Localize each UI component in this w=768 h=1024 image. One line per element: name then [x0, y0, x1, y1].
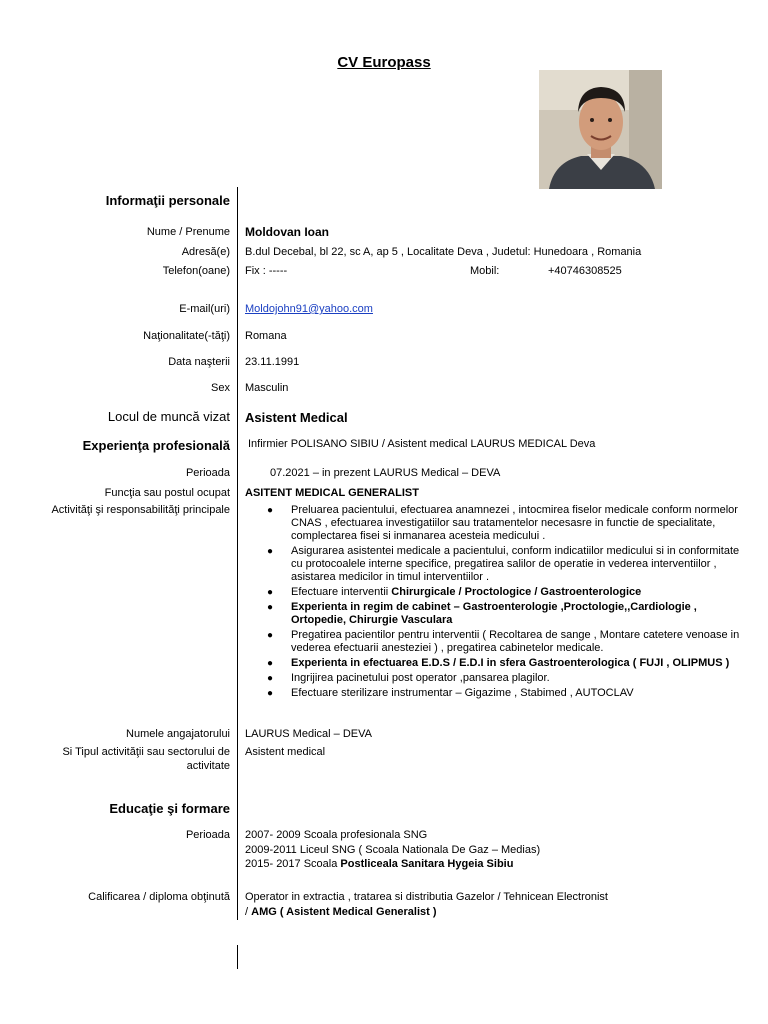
name-label: Nume / Prenume	[146, 226, 230, 238]
experience-period-label: Perioada	[185, 467, 230, 479]
experience-summary: Infirmier POLISANO SIBIU / Asistent medical LAURUS MEDICAL Deva	[248, 438, 596, 450]
section-personal-info: Informaţii personale	[105, 193, 230, 208]
employer-value: LAURUS Medical – DEVA	[245, 728, 372, 740]
activity-text: Pregatirea pacientilor pentru interventii ( Recoltarea de sange , Montare catetere venoase in vederea efectuarii anesteziei ) , pregatirea cabinetelor medicale.	[291, 629, 740, 654]
portrait-image	[539, 70, 662, 189]
sex-label: Sex	[211, 382, 230, 394]
activities-label: Activităţi şi responsabilităţi principale	[51, 504, 230, 516]
sex-value: Masculin	[245, 382, 289, 394]
qualification-line2-bold: AMG ( Asistent Medical Generalist )	[251, 906, 437, 918]
bullet-icon: ●	[267, 505, 274, 516]
sector-value: Asistent medical	[245, 746, 326, 758]
list-item	[245, 545, 745, 584]
mobile-value: +40746308525	[548, 265, 622, 277]
birthdate-label: Data naşterii	[168, 356, 230, 368]
role-label: Funcţia sau postul ocupat	[104, 487, 230, 499]
education-line3	[245, 858, 513, 871]
list-item	[245, 504, 745, 543]
bullet-icon: ●	[267, 688, 274, 699]
birthdate-value: 23.11.1991	[245, 356, 300, 368]
role-value: ASITENT MEDICAL GENERALIST	[245, 487, 419, 499]
activity-bold-text: Chirurgicale / Proctologice / Gastroenterologice	[391, 586, 642, 598]
education-line1: 2007- 2009 Scoala profesionala SNG	[245, 829, 428, 841]
bullet-icon: ●	[267, 658, 274, 669]
activity-text: Preluarea pacientului, efectuarea anamnezei , intocmirea fiselor medicale conform normelor CNAS , efectuarea investigatiilor sau tratamentelor necesasre in functie de specialitate, complectarea fisei si inmanarea acesteia medicului .	[291, 504, 738, 542]
nationality-label: Naţionalitate(-tăţi)	[143, 330, 230, 342]
address-label: Adresă(e)	[181, 246, 230, 258]
section-experience: Experienţa profesională	[82, 438, 230, 453]
address-value: B.dul Decebal, bl 22, sc A, ap 5 , Localitate Deva , Judetul: Hunedoara , Romania	[245, 246, 642, 258]
bullet-icon: ●	[267, 630, 274, 641]
column-divider	[237, 187, 238, 920]
education-line2: 2009-2011 Liceul SNG ( Scoala Nationala De Gaz – Medias)	[245, 844, 541, 856]
education-line3-school: Postliceala Sanitara Hygeia Sibiu	[340, 858, 514, 870]
cv-title: CV Europass	[337, 54, 431, 71]
job-target-value: Asistent Medical	[245, 410, 348, 425]
email-link[interactable]: Moldojohn91@yahoo.com	[245, 303, 373, 315]
qualification-label: Calificarea / diploma obţinută	[88, 891, 230, 903]
footer-divider	[237, 945, 238, 969]
activities-list	[245, 504, 745, 702]
name-value: Moldovan Ioan	[245, 225, 329, 239]
bullet-icon: ●	[267, 673, 274, 684]
qualification-line1: Operator in extractia , tratarea si distributia Gazelor / Tehnicean Electronist	[245, 891, 608, 903]
education-line3-prefix: 2015- 2017 Scoala	[245, 858, 341, 870]
activity-text: Experienta in regim de cabinet – Gastroenterologie ,Proctologie,,Cardiologie , Ortopedie, Chirurgie Vasculara	[291, 601, 697, 626]
sector-label-line2: activitate	[186, 760, 230, 772]
bullet-icon: ●	[267, 546, 274, 557]
activity-text: Efectuare sterilizare instrumentar – Gigazime , Stabimed , AUTOCLAV	[291, 687, 634, 699]
employer-label: Numele angajatorului	[126, 728, 230, 740]
email-label: E-mail(uri)	[179, 303, 230, 315]
bullet-icon: ●	[267, 587, 274, 598]
phone-label: Telefon(oane)	[162, 265, 230, 277]
activity-text: Efectuare interventii	[291, 586, 392, 598]
list-item	[245, 586, 745, 599]
bullet-icon: ●	[267, 602, 274, 613]
sector-label-line1: Si Tipul activităţii sau sectorului de	[62, 746, 230, 758]
qualification-line2-prefix: /	[245, 906, 252, 918]
activity-text: Ingrijirea pacinetului post operator ,pansarea plagilor.	[291, 672, 550, 684]
activity-text: Asigurarea asistentei medicale a pacientului, conform indicatiilor medicului si in conformitate cu protocoalele interne specifice, pregatirea salilor de operatie in vederea interventiilor , asistarea medicilor in timul interventiilor .	[291, 545, 740, 583]
phone-fix-value: Fix : -----	[245, 265, 288, 277]
list-item	[245, 657, 745, 670]
nationality-value: Romana	[245, 330, 287, 342]
activity-text: Experienta in efectuarea E.D.S / E.D.I in sfera Gastroenterologica ( FUJI , OLIPMUS )	[291, 657, 730, 669]
section-education: Educaţie şi formare	[109, 801, 230, 816]
list-item	[245, 687, 745, 700]
experience-period-value: 07.2021 – in prezent LAURUS Medical – DEVA	[270, 467, 501, 479]
qualification-line2	[245, 906, 437, 919]
job-target-label: Locul de muncă vizat	[107, 409, 230, 424]
profile-photo	[539, 70, 662, 189]
list-item	[245, 601, 745, 627]
education-period-label: Perioada	[185, 829, 230, 841]
list-item	[245, 629, 745, 655]
mobile-label: Mobil:	[470, 265, 500, 277]
list-item	[245, 672, 745, 685]
